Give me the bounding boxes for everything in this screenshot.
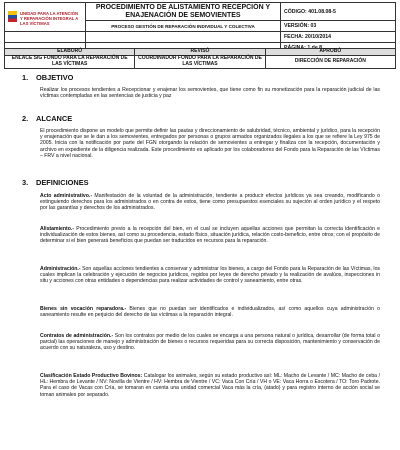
aprobo-header: APROBÓ — [265, 49, 395, 56]
definition-item: Acto administrativo.- Manifestación de la voluntad de la administración, tendiente a producir efectos jurídicos ya sea creando, modificando o extinguiendo derechos para los administrados o en contra de estos, tiene como presupuestos esenciales su sujeción al orden jurídico y el respeto por las garantías y derechos de los administrados. — [40, 193, 380, 212]
section-heading-alcance: 2. ALCANCE — [22, 114, 73, 123]
definition-item: Administración.- Son aquellas acciones tendientes a conservar y administrar los bienes, a cargo del Fondo para la Reparación de las Víctimas, los cuales implican la celebración y ejecución de negocios jurídicos, regidos por leyes de derecho privado y la realización de avalúos, inspecciones in situ y acciones con otras entidades o dependencias para realizar actividades de control y saneamiento, entre otras. — [40, 266, 380, 285]
document-title: PROCEDIMIENTO DE ALISTAMIENTO RECEPCIÓN Y ENAJENACIÓN DE SEMOVIENTES — [86, 3, 281, 21]
definition-item: Clasificación Estado Productivo Bovinos: Catalogar los animales, según su estado productivo así: ML: Macho de Levante / MC: Macho de ceba / HL: Hembra de Levante / NV: Novilla de Vientre / HV: Hembra de Vientre / VC: Vaca Con Cría / VH o VE: Vaca Horra o Escotera / TO: Toro Padrote. Para el caso de Vacas con Cría, se tomaran en cuenta una unidad comercial Vaca más la cría, (atado) y para registro interno de acción social se toman animales por separado. — [40, 373, 380, 398]
elaboro-value: ENLACE SIG FONDO PARA LA REPARACIÓN DE LAS VÍCTIMAS — [5, 56, 135, 69]
logo-line-2: Y REPARACIÓN INTEGRAL A LAS VÍCTIMAS — [20, 16, 79, 26]
reviso-value: COORDINADOR FONDO PARA LA REPARACIÓN DE LAS VÍCTIMAS — [135, 56, 265, 69]
section-heading-objetivo: 1. OBJETIVO — [22, 73, 74, 82]
alcance-paragraph: El procedimiento dispone un modelo que permite definir las pautas y direccionamiento de salubridad, técnico, ambiental y jurídico, para la recepción y enajenación que se le dan a los semovientes, entregados por personas o grupos armados organizados ilegales a los que se refiere la Ley 975 de 2005. Inicia con la notificación por parte del FGN otorgando la relación de semovientes a entregar y finaliza con la recepción, documentación y archivo en expediente de la diligencia realizada. Este procedimiento es aplicado por los colaboradores del Fondo para la Reparación de las Víctimas – FRV a nivel nacional. — [40, 128, 380, 159]
document-header — [4, 2, 396, 54]
definition-item: Bienes sin vocación reparadora.- Bienes que no puedan ser identificados e individualizados, así como aquellos cuya administración o saneamiento resulte en perjuicio del derecho de las víctimas a la reparación integral. — [40, 306, 381, 319]
institution-logo — [8, 8, 82, 26]
definition-item: Alistamiento.- Procedimiento previo a la recepción del bien, en el cual se incluyen aquellas acciones que permitan la correcta identificación e individualización de estos bienes, así como su procedencia, estado físico, situación jurídica, relación costo-beneficio, entre otros; con el propósito de determinar si el bien generará beneficios que puedan ser traducidos en recursos para la reparación. — [40, 226, 380, 245]
document-code: CÓDIGO: 401.08.08-5 — [281, 3, 396, 21]
aprobo-value: DIRECCIÓN DE REPARACIÓN — [265, 56, 395, 69]
document-version: VERSIÓN: 03 — [281, 21, 396, 32]
logo-line-1: UNIDAD PARA LA ATENCIÓN — [20, 11, 79, 16]
definition-item: Contratos de administración.- Son los contratos por medio de los cuales se encarga a una persona natural o jurídica, desarrollar (de forma total o parcial) las operaciones de manejo y administración de bienes o recursos requeridas para su correcta disposición, mantenimiento y conservación de acuerdo con su naturaleza, uso y destino. — [40, 333, 380, 352]
elaboro-header: ELABORÓ — [5, 49, 135, 56]
approval-table — [4, 48, 396, 69]
logo-emblem-icon — [8, 11, 17, 22]
document-date: FECHA: 20/10/2014 — [281, 32, 396, 43]
objetivo-paragraph: Realizar los procesos tendientes a Recepcionar y enajenar los semovientes, que tiene como fin su monetización para la reparación judicial de las víctimas contempladas en las sentencias de justicia y paz — [40, 87, 380, 100]
process-name: PROCESO GESTIÓN DE REPARACIÓN INDIVIDUAL Y COLECTIVA — [86, 21, 281, 32]
logo-cell — [5, 3, 86, 32]
section-heading-definiciones: 3. DEFINICIONES — [22, 178, 89, 187]
reviso-header: REVISÓ — [135, 49, 265, 56]
